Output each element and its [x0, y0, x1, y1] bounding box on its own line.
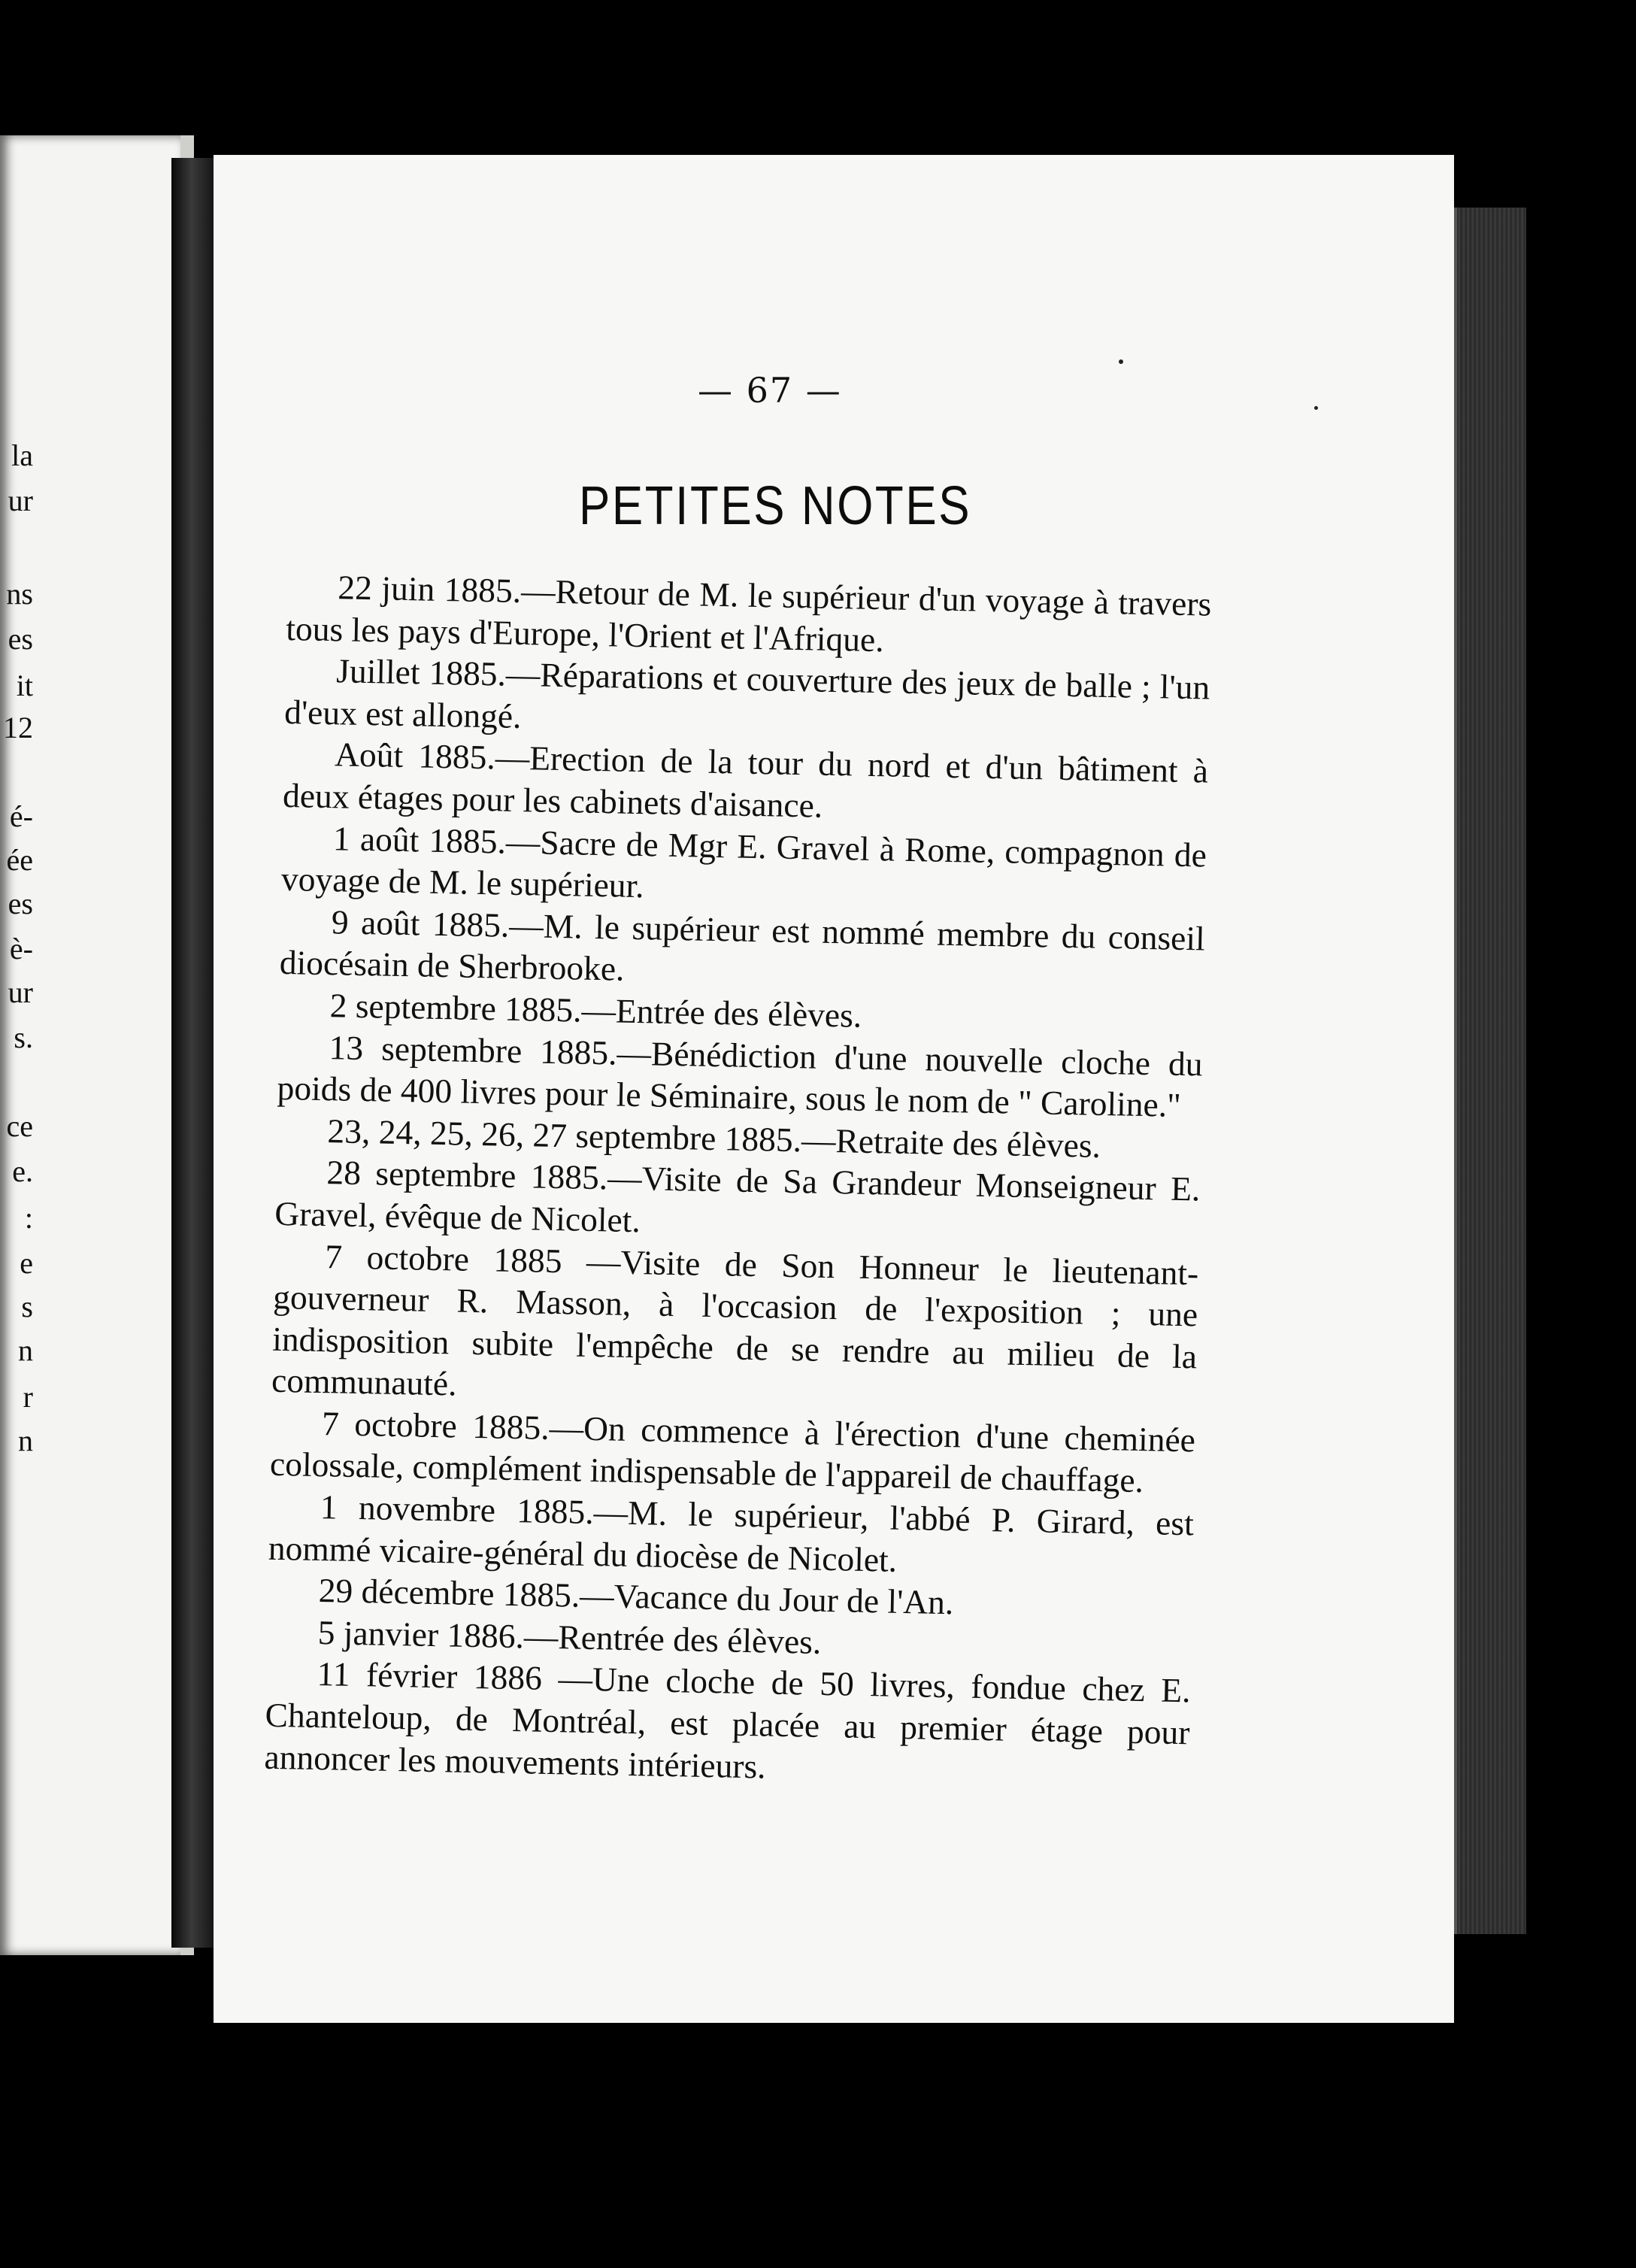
book-gutter — [171, 158, 217, 1948]
left-page-fragment: es — [8, 887, 33, 920]
left-page-fragment: la — [11, 438, 33, 472]
left-page-fragment: ns — [6, 577, 33, 611]
left-page-fragment: s. — [14, 1020, 33, 1054]
note-entry: 9 août 1885.—M. le supérieur est nommé membre du conseil diocésain de Sherbrooke. — [279, 902, 1206, 989]
left-page-fragment: s — [21, 1290, 33, 1324]
page-title: PETITES NOTES — [579, 476, 972, 536]
left-page-fragment: ur — [8, 484, 33, 517]
left-page-fragment: n — [18, 1424, 33, 1457]
page-number: — 67 — — [698, 370, 842, 411]
left-page-fragment: è- — [9, 932, 33, 966]
note-entry: Août 1885.—Erection de la tour du nord et d'un bâtiment à deux étages pour les cabinets d'aisance. — [282, 735, 1209, 825]
note-entry: 1 août 1885.—Sacre de Mgr E. Gravel à Rome, compagnon de voyage de M. le supérieur. — [280, 818, 1207, 905]
left-page-fragment: r — [23, 1380, 33, 1414]
note-entry: 7 octobre 1885 —Visite de Son Honneur le lieutenant-gouverneur R. Masson, à l'occasion de l'exposition ; une indisposition subite l'empêche de se rendre au milieu de la communauté. — [271, 1236, 1199, 1403]
note-entry: 5 janvier 1886.—Rentrée des élèves. — [317, 1612, 822, 1661]
note-entry: 29 décembre 1885.—Vacance du Jour de l'An. — [318, 1571, 954, 1622]
left-page-fragment: ur — [8, 975, 33, 1009]
note-entry: 28 septembre 1885.—Visite de Sa Grandeur Monseigneur E. Gravel, évêque de Nicolet. — [274, 1153, 1201, 1240]
left-page-fragment: e — [20, 1246, 33, 1280]
left-page-fragment: n — [18, 1333, 33, 1367]
left-page-fragment: 12 — [3, 711, 33, 744]
left-page-fragment: ée — [6, 843, 33, 877]
left-page-fragment: es — [8, 622, 33, 656]
note-entry: 7 octobre 1885.—On commence à l'érection d'une cheminée colossale, complément indispensable de l'appareil de chauffage. — [269, 1403, 1196, 1500]
note-entry: 11 février 1886 —Une cloche de 50 livres, fondue chez E. Chanteloup, de Montréal, est placée au premier étage pour annoncer les mouvements intérieurs. — [264, 1654, 1191, 1786]
left-page-fragment: ce — [6, 1109, 33, 1143]
book-page-edges — [1454, 208, 1526, 1934]
note-entry: 13 septembre 1885.—Bénédiction d'une nouvelle cloche du poids de 400 livres pour le Séminaire, sous le nom de " Caroline." — [277, 1027, 1203, 1125]
note-entry: Juillet 1885.—Réparations et couverture des jeux de balle ; l'un d'eux est allongé. — [283, 651, 1210, 735]
dust-speck — [1119, 359, 1123, 364]
left-page-fragment: : — [24, 1201, 33, 1235]
dust-speck — [1314, 406, 1318, 410]
left-page-fragment: e. — [12, 1154, 33, 1188]
note-entry: 1 novembre 1885.—M. le supérieur, l'abbé P. Girard, est nommé vicaire-général du diocèse de Nicolet. — [268, 1487, 1195, 1579]
notes-list — [264, 565, 1212, 1796]
note-entry: 2 septembre 1885.—Entrée des élèves. — [329, 986, 862, 1035]
note-entry: 22 juin 1885.—Retour de M. le supérieur d'un voyage à travers tous les pays d'Europe, l'Orient et l'Afrique. — [285, 568, 1212, 659]
left-page-fragment: é- — [9, 799, 33, 833]
note-entry: 23, 24, 25, 26, 27 septembre 1885.—Retraite des élèves. — [327, 1111, 1101, 1165]
left-page-fragment: it — [16, 669, 33, 702]
